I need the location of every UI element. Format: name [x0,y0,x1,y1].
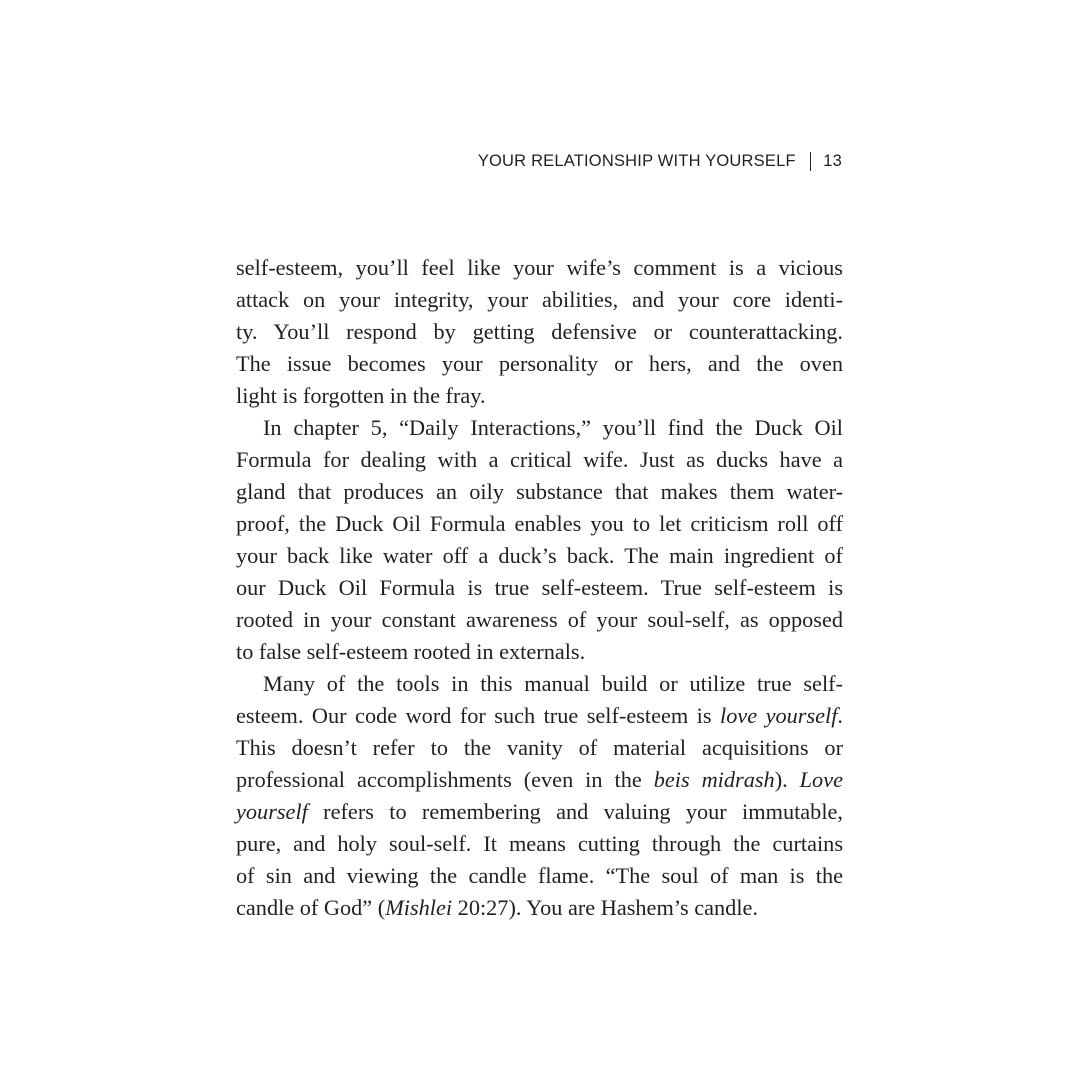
text-line: Formula for dealing with a critical wife. Just as ducks have a [236,447,843,472]
italic-run: Mishlei [385,895,453,920]
italic-run: beis midrash [653,767,775,792]
text-line: The issue becomes your personality or hers, and the oven [236,351,843,376]
text-line: gland that produces an oily substance that makes them water- [236,479,843,504]
text-run: esteem. Our code word for such true self-esteem is [236,703,720,728]
text-line [236,892,843,924]
text-line: your back like water off a duck’s back. The main ingredient of [236,543,843,568]
text-line [236,764,843,796]
text-line: of sin and viewing the candle flame. “The soul of man is the [236,863,843,888]
text-line: proof, the Duck Oil Formula enables you to let criticism roll off [236,511,843,536]
body-text [236,252,843,924]
running-head [478,152,842,171]
italic-run: yourself [236,799,308,824]
text-run: 20:27). You are Hashem’s candle. [452,895,759,920]
text-line: rooted in your constant awareness of your soul-self, as opposed [236,607,843,632]
italic-run: Love [799,767,843,792]
text-run: refers to remembering and valuing your immutable, [307,799,843,824]
text-run: candle of God” ( [236,895,386,920]
text-line: In chapter 5, “Daily Interactions,” you’ll find the Duck Oil [263,415,843,440]
text-run: ). [774,767,800,792]
text-line: self-esteem, you’ll feel like your wife’s comment is a vicious [236,255,843,280]
text-line: This doesn’t refer to the vanity of material acquisitions or [236,735,843,760]
italic-run: love yourself [720,703,838,728]
running-head-separator [810,152,812,171]
text-line: ty. You’ll respond by getting defensive or counterattacking. [236,319,843,344]
text-line: our Duck Oil Formula is true self-esteem. True self-esteem is [236,575,843,600]
text-line: light is forgotten in the fray. [236,383,486,408]
text-line [236,796,843,828]
text-line: Many of the tools in this manual build or utilize true self- [263,671,843,696]
text-line: pure, and holy soul-self. It means cutting through the curtains [236,831,843,856]
text-line: attack on your integrity, your abilities, and your core identi- [236,287,843,312]
text-line: to false self-esteem rooted in externals. [236,639,586,664]
text-line [236,700,843,732]
page-number: 13 [823,152,842,170]
text-run: . [837,703,843,728]
running-head-title: YOUR RELATIONSHIP WITH YOURSELF [477,152,796,170]
text-run: professional accomplishments (even in the [236,767,654,792]
